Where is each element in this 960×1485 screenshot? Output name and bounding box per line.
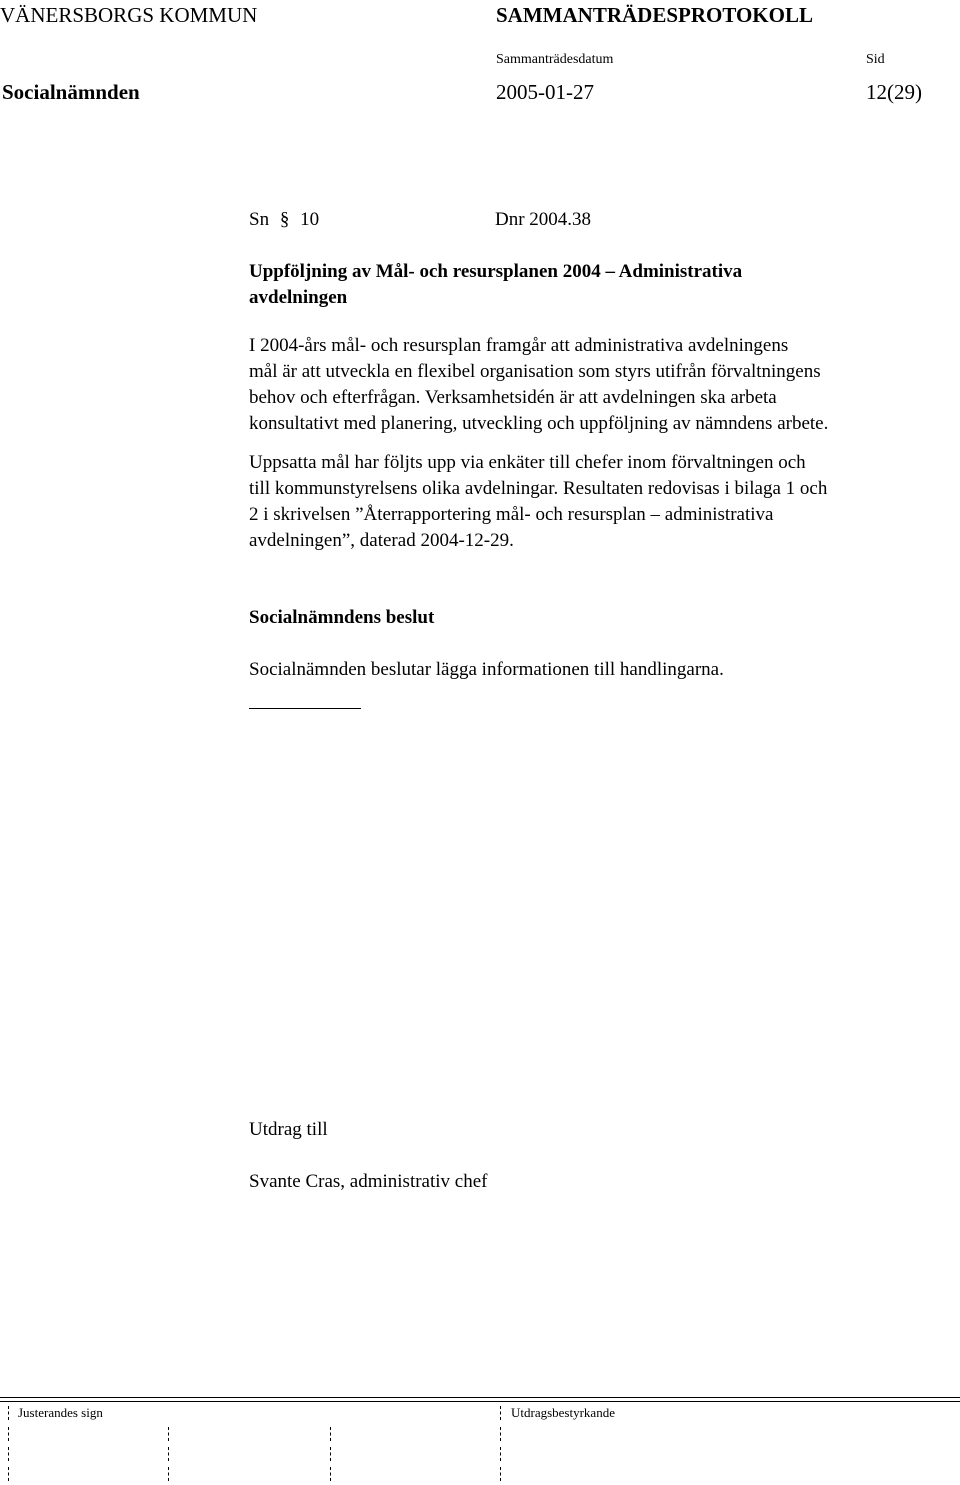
- initials-label: Justerandes sign: [18, 1405, 103, 1420]
- box-divider: [500, 1467, 501, 1481]
- case-title-line: avdelningen: [249, 287, 348, 308]
- page-label: Sid: [866, 52, 885, 67]
- box-divider: [500, 1427, 501, 1441]
- paragraph-line: 2 i skrivelsen ”Återrapportering mål- och resursplan – administrativa: [249, 504, 774, 525]
- paragraph-sign: §: [279, 209, 290, 230]
- paragraph-prefix: Sn: [249, 209, 270, 230]
- municipality-name: VÄNERSBORGS KOMMUN: [0, 3, 258, 27]
- body-paragraph: [249, 333, 939, 437]
- meeting-date: 2005-01-27: [496, 80, 594, 104]
- decision-heading: Socialnämndens beslut: [249, 607, 435, 628]
- box-divider: [330, 1427, 331, 1441]
- paragraph-line: I 2004-års mål- och resursplan framgår att administrativa avdelningens: [249, 335, 789, 356]
- box-divider: [500, 1447, 501, 1461]
- footer-rule: [0, 1397, 960, 1398]
- meeting-date-label: Sammanträdesdatum: [496, 52, 614, 67]
- box-divider: [330, 1447, 331, 1461]
- paragraph-reference: [249, 207, 319, 233]
- section-end-rule: [249, 708, 361, 709]
- board-name: Socialnämnden: [2, 80, 140, 104]
- body-paragraph: [249, 450, 939, 554]
- distribution-recipient: Svante Cras, administrativ chef: [249, 1171, 488, 1192]
- page-number: 12(29): [866, 80, 922, 104]
- distribution-label: Utdrag till: [249, 1119, 328, 1140]
- paragraph-line: avdelningen”, daterad 2004-12-29.: [249, 530, 514, 551]
- box-divider: [8, 1447, 9, 1461]
- extract-certification-label: Utdragsbestyrkande: [511, 1405, 615, 1420]
- box-divider: [168, 1427, 169, 1441]
- document-type: SAMMANTRÄDESPROTOKOLL: [496, 3, 813, 27]
- box-divider: [8, 1406, 9, 1420]
- box-divider: [168, 1467, 169, 1481]
- paragraph-line: konsultativt med planering, utveckling och uppföljning av nämndens arbete.: [249, 413, 829, 434]
- footer-rule: [0, 1401, 960, 1402]
- case-number: Dnr 2004.38: [495, 209, 592, 230]
- decision-text: Socialnämnden beslutar lägga informationen till handlingarna.: [249, 659, 724, 680]
- box-divider: [8, 1427, 9, 1441]
- paragraph-number: 10: [300, 209, 320, 230]
- case-title-line: Uppföljning av Mål- och resursplanen 2004 – Administrativa: [249, 261, 743, 282]
- paragraph-line: behov och efterfrågan. Verksamhetsidén är att avdelningen ska arbeta: [249, 387, 777, 408]
- paragraph-line: mål är att utveckla en flexibel organisation som styrs utifrån förvaltningens: [249, 361, 821, 382]
- box-divider: [168, 1447, 169, 1461]
- paragraph-line: till kommunstyrelsens olika avdelningar. Resultaten redovisas i bilaga 1 och: [249, 478, 828, 499]
- paragraph-line: Uppsatta mål har följts upp via enkäter till chefer inom förvaltningen och: [249, 452, 806, 473]
- box-divider: [500, 1406, 501, 1420]
- box-divider: [330, 1467, 331, 1481]
- case-title: [249, 259, 939, 311]
- box-divider: [8, 1467, 9, 1481]
